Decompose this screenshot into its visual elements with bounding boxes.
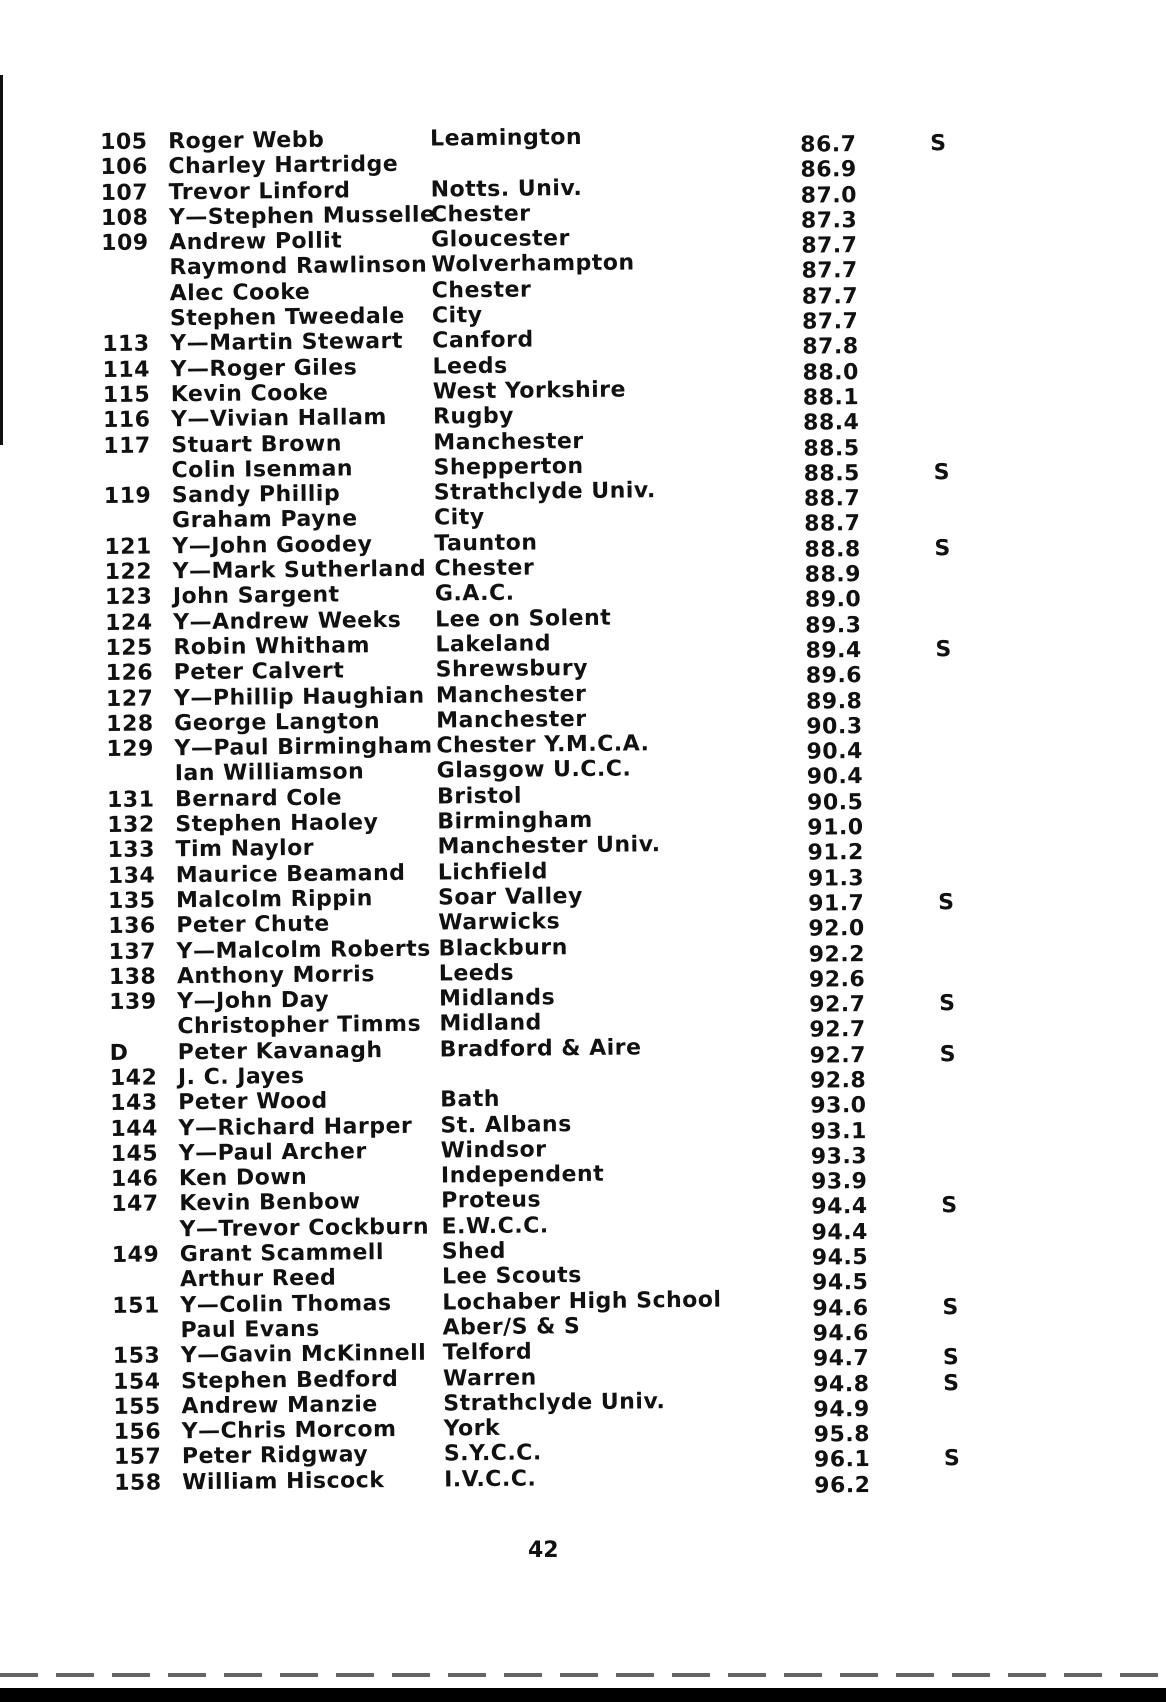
time-cell: 87.3 (800, 207, 858, 234)
competitor-name-cell: Kevin Benbow (179, 1189, 361, 1217)
competitor-name-cell: Andrew Pollit (169, 228, 343, 256)
competitor-name-cell: Malcolm Rippin (175, 886, 373, 914)
time-cell: 94.7 (812, 1346, 870, 1372)
club-cell: Lochaber High School (442, 1287, 722, 1316)
time-cell: 93.3 (810, 1143, 868, 1170)
club-cell: Taunton (434, 530, 538, 557)
club-cell: Aber/S & S (442, 1313, 581, 1341)
time-cell: 90.4 (806, 764, 864, 791)
time-cell: 88.5 (803, 460, 861, 487)
time-cell: 87.0 (800, 182, 858, 209)
position-cell: 115 (102, 382, 151, 408)
time-cell: 89.8 (805, 688, 863, 715)
club-cell: Manchester Univ. (437, 832, 661, 860)
competitor-name-cell: Bernard Cole (174, 785, 343, 812)
position-cell: 127 (105, 686, 154, 712)
time-cell: 93.0 (810, 1093, 867, 1119)
position-cell (101, 256, 156, 257)
time-cell: 93.9 (810, 1169, 868, 1195)
position-cell: 108 (100, 205, 149, 231)
club-cell: Lee Scouts (441, 1263, 582, 1290)
competitor-name-cell: Y—Richard Harper (178, 1113, 413, 1141)
position-cell: 139 (109, 989, 157, 1016)
scan-bottom-dashes (0, 1673, 1166, 1677)
competitor-name-cell: Y—John Goodey (172, 531, 373, 560)
position-cell (102, 281, 157, 282)
time-cell: 88.1 (802, 385, 860, 411)
club-cell: City (431, 303, 483, 329)
position-cell: 123 (104, 584, 153, 611)
position-cell: 122 (104, 559, 153, 586)
position-cell (104, 509, 159, 510)
competitor-name-cell: Y—John Day (177, 987, 330, 1015)
flag-cell: S (941, 1193, 958, 1219)
position-cell (112, 1318, 167, 1319)
position-cell: 145 (110, 1141, 159, 1167)
competitor-name-cell: Trevor Linford (168, 177, 351, 205)
time-cell: 90.3 (806, 713, 863, 740)
position-cell: 142 (109, 1065, 158, 1091)
competitor-name-cell: Ken Down (178, 1165, 308, 1192)
position-cell: 105 (100, 129, 148, 155)
time-cell: 94.4 (811, 1219, 868, 1246)
flag-cell: S (939, 1041, 957, 1067)
club-cell: Bristol (436, 783, 523, 810)
time-cell: 91.3 (807, 865, 865, 892)
competitor-name-cell: Y—Martin Stewart (170, 329, 404, 357)
competitor-name-cell: Stephen Tweedale (169, 303, 405, 332)
club-cell: S.Y.C.C. (443, 1440, 542, 1467)
competitor-name-cell: Y—Roger Giles (170, 354, 358, 382)
competitor-name-cell: Y—Chris Morcom (181, 1417, 397, 1445)
club-cell: Wolverhampton (431, 250, 635, 279)
time-cell: 96.1 (813, 1447, 871, 1474)
position-cell: 107 (100, 180, 149, 206)
time-cell: 95.8 (813, 1422, 871, 1448)
time-cell: 87.7 (801, 283, 859, 310)
competitor-name-cell: George Langton (174, 708, 381, 737)
competitor-name-cell: Paul Evans (180, 1316, 320, 1344)
position-cell: D (109, 1040, 129, 1066)
club-cell: Manchester (433, 428, 584, 456)
club-cell: Chester (430, 201, 531, 228)
competitor-name-cell: Graham Payne (171, 506, 358, 534)
flag-cell: S (939, 991, 956, 1017)
club-cell: Canford (432, 327, 534, 354)
club-cell: Glasgow U.C.C. (436, 756, 632, 784)
time-cell: 94.4 (811, 1194, 868, 1221)
competitor-name-cell: J. C. Jayes (177, 1063, 305, 1091)
club-cell: Rugby (432, 403, 515, 430)
competitor-name-cell: Y—Phillip Haughian (173, 683, 425, 711)
page-number: 42 (528, 1538, 559, 1563)
club-cell: Shed (441, 1238, 507, 1265)
scan-bottom-bar (0, 1688, 1166, 1702)
club-cell: Lakeland (435, 631, 552, 658)
flag-cell: S (934, 535, 951, 562)
flag-cell: S (943, 1446, 961, 1472)
time-cell: 86.7 (800, 132, 857, 158)
time-cell: 91.2 (807, 840, 865, 866)
position-cell: 143 (110, 1090, 158, 1117)
competitor-name-cell: Y—Vivian Hallam (170, 405, 387, 433)
club-cell: Birmingham (437, 807, 593, 835)
time-cell: 88.9 (804, 562, 862, 588)
position-cell (103, 458, 158, 459)
position-cell: 113 (102, 331, 150, 358)
position-cell: 151 (112, 1293, 160, 1319)
position-cell (102, 306, 157, 307)
club-cell: G.A.C. (434, 581, 515, 607)
club-cell: Manchester (435, 681, 587, 709)
flag-cell: S (943, 1370, 960, 1396)
competitor-name-cell: Tim Naylor (175, 836, 315, 863)
position-cell: 138 (108, 964, 157, 990)
competitor-name-cell: Y—Paul Birmingham (174, 733, 433, 762)
time-cell: 86.9 (800, 157, 857, 183)
position-cell: 121 (104, 534, 152, 560)
competitor-name-cell: William Hiscock (182, 1467, 385, 1495)
club-cell: West Yorkshire (432, 377, 627, 405)
position-cell (112, 1268, 167, 1269)
competitor-name-cell: Y—Mark Sutherland (172, 556, 427, 585)
competitor-name-cell: Arthur Reed (179, 1265, 337, 1293)
club-cell: I.V.C.C. (444, 1466, 537, 1493)
position-cell: 119 (103, 483, 152, 510)
position-cell: 109 (101, 230, 149, 257)
position-cell: 158 (114, 1470, 162, 1496)
time-cell: 92.8 (809, 1068, 867, 1094)
time-cell: 92.0 (808, 916, 865, 942)
position-cell: 117 (103, 433, 151, 459)
club-cell: E.W.C.C. (441, 1213, 549, 1240)
time-cell: 92.7 (809, 1017, 866, 1044)
competitor-name-cell: John Sargent (172, 582, 340, 610)
competitor-name-cell: Andrew Manzie (181, 1392, 378, 1420)
club-cell: Leeds (432, 353, 508, 380)
competitor-name-cell: Grant Scammell (179, 1240, 385, 1268)
competitor-name-cell: Roger Webb (167, 127, 325, 155)
club-cell: York (443, 1416, 501, 1442)
time-cell: 93.1 (810, 1118, 867, 1145)
position-cell: 137 (108, 938, 157, 965)
position-cell: 149 (111, 1242, 160, 1269)
club-cell: St. Albans (440, 1111, 572, 1139)
time-cell: 94.8 (813, 1371, 870, 1398)
scan-edge-mark (0, 75, 3, 445)
club-cell: Blackburn (438, 934, 568, 961)
position-cell: 157 (113, 1444, 162, 1471)
club-cell: City (433, 505, 485, 531)
position-cell: 114 (102, 357, 151, 383)
results-list (100, 120, 1074, 1499)
club-cell: Shepperton (433, 453, 584, 481)
position-cell (109, 1015, 164, 1016)
time-cell: 87.8 (802, 334, 859, 361)
time-cell: 92.7 (809, 992, 866, 1018)
position-cell: 131 (106, 787, 155, 813)
club-cell: Chester (431, 277, 532, 304)
club-cell: Bath (440, 1087, 501, 1113)
position-cell: 155 (113, 1394, 161, 1420)
competitor-name-cell: Y—Stephen Musselle (168, 202, 436, 231)
position-cell: 153 (112, 1343, 161, 1370)
time-cell: 91.7 (808, 890, 865, 917)
club-cell: Warren (442, 1365, 537, 1392)
competitor-name-cell: Sandy Phillip (171, 481, 341, 509)
competitor-name-cell: Peter Kavanagh (177, 1037, 383, 1065)
time-cell: 87.7 (801, 233, 858, 259)
competitor-name-cell: Stephen Bedford (180, 1366, 399, 1394)
competitor-name-cell: Peter Chute (176, 911, 330, 939)
competitor-name-cell: Stephen Haoley (175, 810, 379, 838)
time-cell: 88.4 (802, 410, 860, 436)
time-cell: 88.8 (804, 536, 861, 563)
competitor-name-cell: Y—Gavin McKinnell (180, 1340, 427, 1369)
time-cell: 89.3 (805, 612, 862, 639)
competitor-name-cell: Y—Paul Archer (178, 1139, 367, 1167)
competitor-name-cell: Robin Whitham (173, 633, 371, 661)
competitor-name-cell: Y—Andrew Weeks (173, 607, 402, 635)
position-cell: 116 (102, 407, 151, 434)
position-cell: 106 (100, 154, 148, 181)
club-cell: Proteus (441, 1187, 542, 1214)
time-cell: 94.6 (812, 1320, 870, 1347)
competitor-name-cell: Christopher Timms (177, 1012, 422, 1040)
position-cell (107, 762, 162, 763)
position-cell: 154 (112, 1368, 161, 1395)
time-cell: 87.7 (801, 258, 858, 285)
competitor-name-cell: Charley Hartridge (168, 152, 399, 180)
competitor-name-cell: Ian Williamson (174, 759, 365, 787)
club-cell: Strathclyde Univ. (433, 478, 656, 506)
time-cell: 92.7 (809, 1042, 867, 1069)
club-cell: Lichfield (437, 858, 549, 886)
time-cell: 90.5 (806, 789, 864, 816)
competitor-name-cell: Peter Ridgway (181, 1442, 369, 1470)
position-cell: 126 (105, 660, 154, 687)
time-cell: 92.2 (808, 941, 866, 968)
position-cell: 124 (105, 610, 153, 636)
flag-cell: S (938, 890, 955, 916)
competitor-name-cell: Kevin Cooke (170, 380, 329, 408)
position-cell: 136 (108, 913, 156, 940)
position-cell: 147 (111, 1191, 159, 1218)
club-cell: Leeds (438, 960, 515, 987)
time-cell: 94.5 (811, 1245, 869, 1271)
time-cell: 88.0 (802, 359, 859, 386)
time-cell: 88.5 (803, 435, 860, 462)
competitor-name-cell: Peter Calvert (173, 658, 345, 686)
time-cell: 88.7 (804, 511, 861, 538)
club-cell: Bradford & Aire (439, 1035, 642, 1063)
club-cell: Manchester (436, 706, 587, 734)
club-cell: Midlands (438, 985, 556, 1012)
club-cell: Chester Y.M.C.A. (436, 731, 650, 759)
competitor-name-cell: Maurice Beamand (175, 860, 406, 888)
position-cell: 146 (110, 1166, 159, 1193)
time-cell: 87.7 (801, 309, 859, 335)
competitor-name-cell: Y—Trevor Cockburn (179, 1214, 430, 1242)
time-cell: 90.4 (806, 739, 863, 765)
club-cell: Gloucester (431, 226, 571, 253)
club-cell: Lee on Solent (435, 605, 612, 633)
time-cell: 94.5 (811, 1270, 869, 1296)
competitor-name-cell: Alec Cooke (169, 279, 311, 307)
competitor-name-cell: Anthony Morris (176, 961, 375, 990)
competitor-name-cell: Y—Colin Thomas (180, 1290, 392, 1318)
position-cell: 132 (107, 812, 155, 838)
club-cell: Telford (442, 1339, 533, 1366)
flag-cell: S (942, 1294, 959, 1320)
position-cell: 135 (107, 888, 156, 914)
competitor-name-cell: Colin Isenman (171, 456, 354, 484)
position-cell: 144 (110, 1116, 159, 1142)
position-cell: 156 (113, 1419, 162, 1446)
flag-cell: S (933, 459, 951, 486)
flag-cell: S (935, 637, 952, 663)
time-cell: 89.0 (804, 587, 862, 613)
club-cell: Warwicks (438, 909, 561, 936)
time-cell: 92.6 (808, 966, 866, 993)
competitor-name-cell: Stuart Brown (171, 431, 343, 458)
position-cell: 125 (105, 635, 153, 661)
time-cell: 96.2 (814, 1472, 871, 1499)
flag-cell: S (930, 131, 947, 157)
competitor-name-cell: Peter Wood (178, 1088, 328, 1116)
time-cell: 89.6 (805, 663, 863, 689)
competitor-name-cell: Y—Malcolm Roberts (176, 936, 431, 964)
competitor-name-cell: Raymond Rawlinson (169, 253, 428, 281)
position-cell: 134 (107, 863, 156, 889)
position-cell (111, 1217, 166, 1218)
club-cell: Strathclyde Univ. (443, 1388, 666, 1417)
club-cell: Notts. Univ. (430, 175, 583, 203)
time-cell: 94.6 (812, 1295, 869, 1322)
position-cell: 128 (106, 711, 154, 737)
time-cell: 89.4 (805, 637, 862, 664)
club-cell: Soar Valley (437, 883, 584, 911)
club-cell: Independent (440, 1161, 605, 1189)
time-cell: 88.7 (803, 486, 861, 512)
position-cell: 133 (107, 837, 156, 864)
time-cell: 91.0 (807, 815, 864, 841)
club-cell: Windsor (440, 1137, 547, 1164)
time-cell: 94.9 (813, 1396, 870, 1423)
club-cell: Chester (434, 555, 535, 582)
club-cell: Midland (439, 1010, 542, 1037)
club-cell: Shrewsbury (435, 656, 589, 683)
club-cell: Leamington (429, 124, 583, 152)
position-cell: 129 (106, 736, 155, 763)
flag-cell: S (942, 1345, 960, 1371)
